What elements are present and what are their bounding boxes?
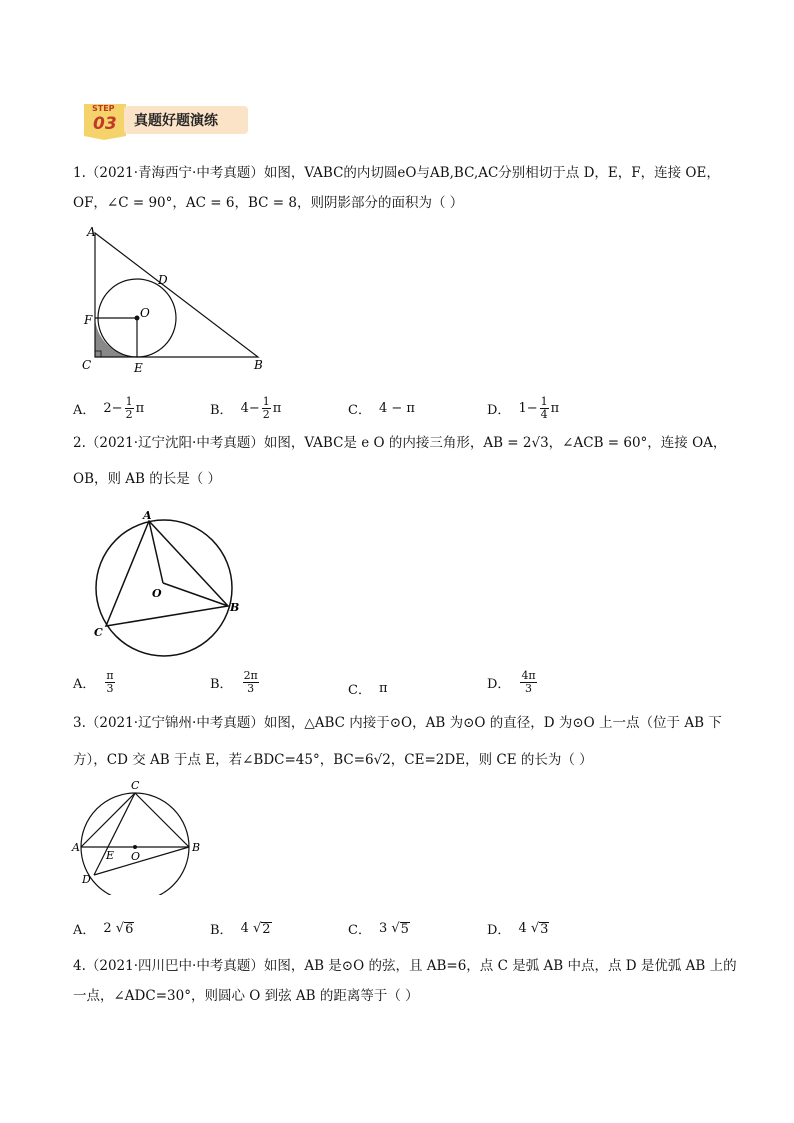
q4-line1: 4.（2021·四川巴中·中考真题）如图，AB 是⊙O 的弦，且 AB=6，点 C 是弧 AB 中点，点 D 是优弧 AB 上的 (73, 958, 737, 974)
q2-option-b[interactable]: B． $\frac{2\pi}{3}$ (210, 669, 258, 695)
q3-option-c[interactable]: C． 3 √ 5 (348, 921, 409, 938)
q1-option-b[interactable]: B． 4− $\frac{1}{2}$ π (210, 395, 282, 421)
q2-figure (88, 505, 258, 665)
q3-center-dot (133, 845, 137, 849)
q1-label-a: A (87, 225, 96, 239)
q2-option-a[interactable]: A． $\frac{\pi}{3}$ (73, 669, 114, 695)
q1-label-o: O (140, 306, 150, 320)
q1-option-a[interactable]: A． 2− $\frac{1}{2}$ π (73, 395, 145, 421)
q4-line2: 一点，∠ADC=30°，则圆心 O 到弦 AB 的距离等于（ ） (73, 988, 419, 1004)
q3-label-d: D (82, 873, 91, 886)
q3-label-o: O (131, 850, 141, 863)
section-badge (80, 100, 252, 140)
q3-label-e: E (106, 849, 115, 862)
q3-figure (70, 775, 210, 895)
q3-label-a: A (72, 841, 80, 854)
q1-line1: 1.（2021·青海西宁·中考真题）如图，VABC的内切圆eO与AB,BC,AC分别相切于点 D，E，F，连接 OE， (73, 165, 720, 181)
q2-line1: 2.（2021·辽宁沈阳·中考真题）如图，VABC是 e O 的内接三角形，AB = 2√3，∠ACB = 60°，连接 OA， (73, 435, 727, 451)
q3-circle (81, 793, 189, 895)
q3-label-c: C (131, 779, 140, 792)
q2-option-d[interactable]: D． $\frac{4\pi}{3}$ (487, 669, 536, 695)
q1-option-c[interactable]: C． 4 − π (348, 401, 415, 418)
q1-figure (78, 220, 278, 380)
q1-label-c: C (82, 358, 92, 372)
step-tag: STEP (92, 104, 115, 113)
q2-option-c[interactable]: C． π (348, 681, 388, 698)
q3-segment-cb (135, 793, 189, 847)
q2-label-o: O (152, 587, 162, 600)
section-title: 真题好题演练 (134, 113, 218, 129)
q2-segment-oa (149, 521, 163, 583)
step-number: 03 (93, 114, 117, 134)
q1-label-d: D (158, 273, 168, 287)
q1-label-f: F (84, 313, 93, 327)
q3-option-b[interactable]: B． 4 √ 2 (210, 921, 271, 938)
q2-label-c: C (94, 626, 103, 639)
q3-option-d[interactable]: D． 4 √ 3 (487, 921, 549, 938)
q3-label-b: B (192, 841, 201, 854)
q1-line2: OF，∠C = 90°，AC = 6，BC = 8，则阴影部分的面积为（ ） (73, 195, 464, 211)
q3-option-a[interactable]: A． 2 √ 6 (73, 921, 134, 938)
q2-line2: OB，则 AB 的长是（ ） (73, 471, 222, 487)
q3-line2: 方），CD 交 AB 于点 E，若∠BDC=45°，BC=6√2，CE=2DE，则 CE 的长为（ ） (73, 752, 593, 768)
q1-label-b: B (254, 358, 263, 372)
q2-label-a: A (143, 509, 152, 522)
q1-label-e: E (134, 361, 143, 375)
q3-segment-ac (81, 793, 135, 847)
q1-center-dot (135, 316, 140, 321)
q1-option-d[interactable]: D． 1− $\frac{1}{4}$ π (487, 395, 560, 421)
q2-label-b: B (230, 601, 240, 614)
q3-line1: 3.（2021·辽宁锦州·中考真题）如图，△ABC 内接于⊙O，AB 为⊙O 的直径，D 为⊙O 上一点（位于 AB 下 (73, 715, 722, 731)
